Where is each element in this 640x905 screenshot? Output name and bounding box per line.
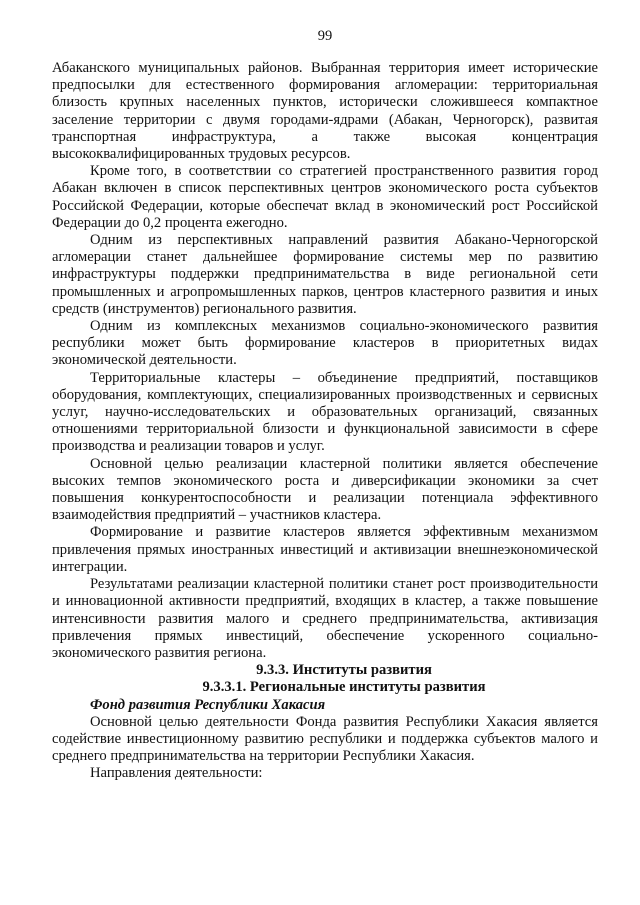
paragraph: Одним из перспективных направлений развития Абакано-Черногорской агломерации станет дальнейшее формирование системы мер по развитию инфраструктуры поддержки предпринимательства в виде региональной сети промышленных и агропромышленных парков, центров кластерного развития и иных средств (инструментов) регионального развития. (52, 232, 598, 317)
subsection-heading: 9.3.3.1. Региональные институты развития (202, 679, 486, 696)
page-number: 99 (317, 28, 333, 44)
paragraph: Формирование и развитие кластеров является эффективным механизмом привлечения прямых иностранных инвестиций и активизации внешнеэкономической интеграции. (52, 524, 598, 575)
paragraph: Основной целью реализации кластерной политики является обеспечение высоких темпов экономического роста и диверсификации экономики за счет повышения конкурентоспособности и реализации потенциала эффективного взаимодействия предприятий – участников кластера. (52, 455, 598, 524)
paragraph: Результатами реализации кластерной политики станет рост производительности и инновационной активности предприятий, входящих в кластер, а также повышение интенсивности развития малого и среднего предпринимательства, активизация привлечения прямых инвестиций, обеспечение ускоренного социально-экономического развития региона. (52, 576, 598, 661)
fund-title: Фонд развития Республики Хакасия (90, 696, 326, 713)
paragraph: Кроме того, в соответствии со стратегией пространственного развития город Абакан включен в список перспективных центров экономического роста субъектов Российской Федерации, которые обеспечат вклад в экономический рост Российской Федерации до 0,2 процента ежегодно. (52, 163, 598, 231)
paragraph: Территориальные кластеры – объединение предприятий, поставщиков оборудования, комплектующих, специализированных производственных и сервисных услуг, научно-исследовательских и образовательных организаций, связанных отношениями территориальной близости и функциональной зависимости в сфере производства и реализации товаров и услуг. (52, 369, 598, 455)
paragraph: Основной целью деятельности Фонда развития Республики Хакасия является содействие инвестиционному развитию республики и поддержка субъектов малого и среднего предпринимательства на территории Республики Хакасия. (52, 713, 598, 765)
document-body (52, 60, 598, 783)
section-heading: 9.3.3. Институты развития (256, 662, 432, 679)
paragraph: Абаканского муниципальных районов. Выбранная территория имеет исторические предпосылки для естественного формирования агломерации: территориальная близость крупных населенных пунктов, исторически сложившееся компактное заселение территории с двумя городами-ядрами (Абакан, Черногорск), развитая транспортная инфраструктура, а также высокая концентрация высококвалифицированных трудовых ресурсов. (52, 60, 598, 163)
paragraph: Направления деятельности: (90, 765, 263, 782)
paragraph: Одним из комплексных механизмов социально-экономического развития республики может быть формирование кластеров в приоритетных видах экономической деятельности. (52, 318, 598, 369)
